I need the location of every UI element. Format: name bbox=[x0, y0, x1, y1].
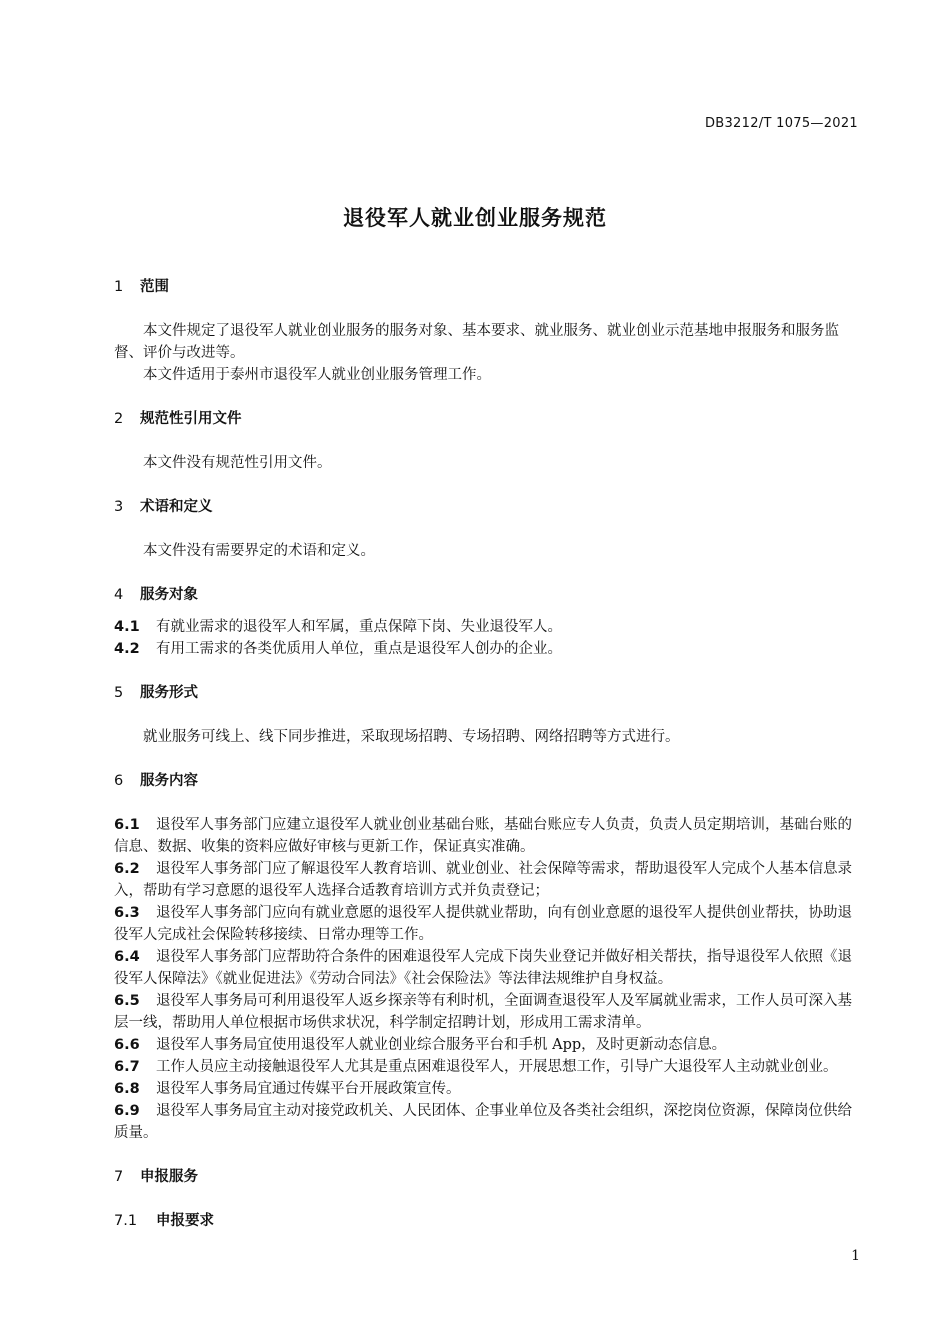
list-item bbox=[114, 616, 860, 638]
item-number: 6.3 bbox=[114, 905, 140, 921]
section-number: 2 bbox=[114, 411, 124, 427]
document-code: DB3212/T 1075—2021 bbox=[704, 116, 858, 131]
list-item bbox=[114, 902, 860, 946]
item-number: 6.5 bbox=[114, 993, 140, 1009]
item-number: 4.1 bbox=[114, 619, 140, 635]
item-number: 6.7 bbox=[114, 1059, 140, 1075]
paragraph: 本文件适用于泰州市退役军人就业创业服务管理工作。 bbox=[143, 367, 491, 383]
item-text: 退役军人事务部门应帮助符合条件的困难退役军人完成下岗失业登记并做好相关帮扶，指导退役军人依照《退役军人保障法》《就业促进法》《劳动合同法》《社会保险法》等法律法规维护自身权益。 bbox=[114, 949, 852, 987]
section-5-heading bbox=[114, 682, 860, 704]
section-title: 规范性引用文件 bbox=[140, 411, 242, 427]
section-title: 服务形式 bbox=[140, 685, 198, 701]
item-number: 6.8 bbox=[114, 1081, 140, 1097]
list-item bbox=[114, 1078, 860, 1100]
document-body bbox=[114, 276, 860, 1232]
list-item bbox=[114, 1056, 860, 1078]
list-item bbox=[114, 858, 860, 902]
item-text: 退役军人事务局宜通过传媒平台开展政策宣传。 bbox=[156, 1081, 461, 1097]
subsection-7-1-heading bbox=[114, 1210, 860, 1232]
item-text: 退役军人事务局可利用退役军人返乡探亲等有利时机，全面调查退役军人及军属就业需求，工作人员可深入基层一线，帮助用人单位根据市场供求状况，科学制定招聘计划，形成用工需求清单。 bbox=[114, 993, 852, 1031]
item-text: 退役军人事务部门应向有就业意愿的退役军人提供就业帮助，向有创业意愿的退役军人提供创业帮扶，协助退役军人完成社会保险转移接续、日常办理等工作。 bbox=[114, 905, 852, 943]
list-item bbox=[114, 990, 860, 1034]
item-number: 4.2 bbox=[114, 641, 140, 657]
section-number: 5 bbox=[114, 685, 124, 701]
item-text: 退役军人事务局宜主动对接党政机关、人民团体、企事业单位及各类社会组织，深挖岗位资源，保障岗位供给质量。 bbox=[114, 1103, 852, 1141]
item-number: 6.1 bbox=[114, 817, 140, 833]
section-6-heading bbox=[114, 770, 860, 792]
section-number: 4 bbox=[114, 587, 124, 603]
paragraph: 就业服务可线上、线下同步推进，采取现场招聘、专场招聘、网络招聘等方式进行。 bbox=[143, 729, 680, 745]
section-title: 服务内容 bbox=[140, 773, 198, 789]
item-text: 退役军人事务部门应了解退役军人教育培训、就业创业、社会保障等需求，帮助退役军人完成个人基本信息录入，帮助有学习意愿的退役军人选择合适教育培训方式并负责登记； bbox=[114, 861, 852, 899]
document-title: 退役军人就业创业服务规范 bbox=[343, 206, 607, 230]
list-item bbox=[114, 1100, 860, 1144]
item-number: 6.4 bbox=[114, 949, 140, 965]
list-item bbox=[114, 814, 860, 858]
section-7-heading bbox=[114, 1166, 860, 1188]
section-title: 术语和定义 bbox=[140, 499, 213, 515]
section-1-heading bbox=[114, 276, 860, 298]
item-number: 6.6 bbox=[114, 1037, 140, 1053]
list-item bbox=[114, 1034, 860, 1056]
section-2-heading bbox=[114, 408, 860, 430]
section-title: 范围 bbox=[140, 279, 169, 295]
list-item bbox=[114, 638, 860, 660]
subsection-title: 申报要求 bbox=[156, 1213, 214, 1229]
section-3-heading bbox=[114, 496, 860, 518]
section-4-heading bbox=[114, 584, 860, 606]
item-text: 有用工需求的各类优质用人单位，重点是退役军人创办的企业。 bbox=[156, 641, 562, 657]
paragraph: 本文件没有需要界定的术语和定义。 bbox=[143, 543, 375, 559]
item-text: 工作人员应主动接触退役军人尤其是重点困难退役军人，开展思想工作，引导广大退役军人主动就业创业。 bbox=[156, 1059, 838, 1075]
subsection-number: 7.1 bbox=[114, 1213, 138, 1229]
item-text: 退役军人事务局宜使用退役军人就业创业综合服务平台和手机 App，及时更新动态信息。 bbox=[156, 1037, 727, 1053]
page-number: 1 bbox=[851, 1248, 860, 1264]
paragraph: 本文件规定了退役军人就业创业服务的服务对象、基本要求、就业服务、就业创业示范基地申报服务和服务监督、评价与改进等。 bbox=[114, 323, 839, 361]
section-number: 1 bbox=[114, 279, 124, 295]
section-title: 服务对象 bbox=[140, 587, 198, 603]
section-number: 6 bbox=[114, 773, 124, 789]
item-text: 有就业需求的退役军人和军属，重点保障下岗、失业退役军人。 bbox=[156, 619, 562, 635]
section-number: 7 bbox=[114, 1169, 124, 1185]
section-number: 3 bbox=[114, 499, 124, 515]
section-title: 申报服务 bbox=[140, 1169, 198, 1185]
item-number: 6.9 bbox=[114, 1103, 140, 1119]
list-item bbox=[114, 946, 860, 990]
item-text: 退役军人事务部门应建立退役军人就业创业基础台账，基础台账应专人负责，负责人员定期培训，基础台账的信息、数据、收集的资料应做好审核与更新工作，保证真实准确。 bbox=[114, 817, 852, 855]
paragraph: 本文件没有规范性引用文件。 bbox=[143, 455, 332, 471]
item-number: 6.2 bbox=[114, 861, 140, 877]
